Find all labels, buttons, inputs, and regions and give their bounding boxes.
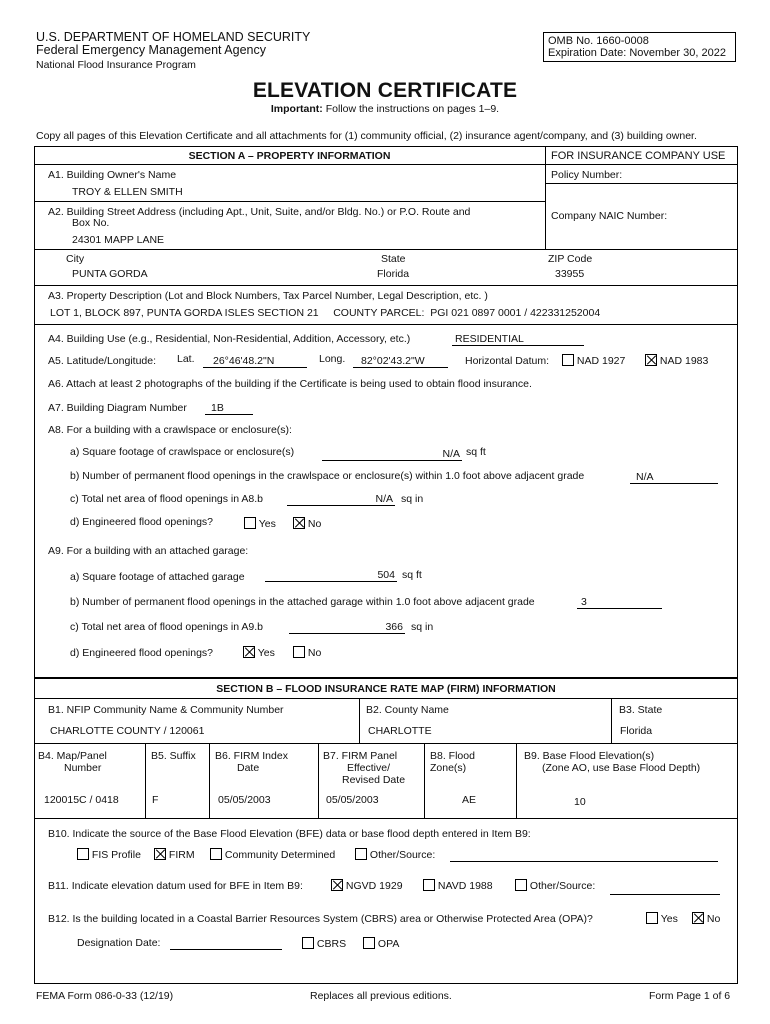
agency-name: Federal Emergency Management Agency (36, 43, 266, 57)
naic-label: Company NAIC Number: (551, 210, 668, 222)
a9c-value[interactable]: 366 (289, 621, 405, 634)
section-a-title: SECTION A – PROPERTY INFORMATION (188, 150, 391, 162)
a7-diagram-number[interactable]: 1B (205, 402, 253, 415)
a2-label: A2. Building Street Address (including Apt., Unit, Suite, and/or Bldg. No.) or P.O. Route and (48, 206, 471, 218)
a7-label: A7. Building Diagram Number (48, 402, 187, 414)
a8d-no-label: No (307, 518, 322, 530)
section-b-title: SECTION B – FLOOD INSURANCE RATE MAP (FIRM) INFORMATION (216, 683, 556, 695)
a8-label: A8. For a building with a crawlspace or enclosure(s): (48, 424, 292, 436)
designation-date-label: Designation Date: (77, 937, 161, 949)
a9d-yes-option[interactable] (243, 646, 275, 659)
b6-index-date-value[interactable]: 05/05/2003 (218, 794, 271, 806)
a8b-value[interactable]: N/A (630, 471, 718, 484)
a9d-yes-checkbox[interactable] (243, 646, 255, 658)
a2-street-address[interactable]: 24301 MAPP LANE (72, 234, 165, 246)
b7-label-line2: Effective/ (347, 762, 390, 774)
ngvd1929-label: NGVD 1929 (345, 880, 403, 892)
horizontal-datum-label: Horizontal Datum: (465, 355, 550, 367)
b8-flood-zone-value[interactable]: AE (462, 794, 477, 806)
b12-no-label: No (706, 913, 721, 925)
firm-checkbox[interactable] (154, 848, 166, 860)
nad1927-option[interactable] (562, 354, 625, 367)
insurance-use-label: FOR INSURANCE COMPANY USE (551, 150, 726, 162)
a2-label-cont: Box No. (72, 217, 110, 229)
community-determined-label: Community Determined (224, 849, 336, 861)
b7-label-line1: B7. FIRM Panel (323, 750, 398, 762)
a4-label: A4. Building Use (e.g., Residential, Non-Residential, Addition, Accessory, etc.) (48, 333, 411, 345)
navd1988-option[interactable] (423, 879, 493, 892)
a8d-yes-checkbox[interactable] (244, 517, 256, 529)
a9d-label: d) Engineered flood openings? (70, 647, 214, 659)
b4-label-line2: Number (64, 762, 102, 774)
a4-building-use[interactable]: RESIDENTIAL (452, 333, 584, 346)
b6-label-line1: B6. FIRM Index (215, 750, 288, 762)
b11-label: B11. Indicate elevation datum used for BFE in Item B9: (48, 880, 303, 892)
a9a-label: a) Square footage of attached garage (70, 571, 245, 583)
opa-checkbox[interactable] (363, 937, 375, 949)
b6-label (215, 750, 288, 774)
longitude-value[interactable]: 82°02'43.2"W (353, 355, 448, 368)
b11-other-field[interactable] (610, 894, 720, 895)
nad1927-label: NAD 1927 (576, 355, 626, 367)
b7-panel-date-value[interactable]: 05/05/2003 (326, 794, 379, 806)
cbrs-option[interactable] (302, 937, 346, 950)
b11-other-option[interactable] (515, 879, 595, 892)
b7-label-line3: Revised Date (342, 774, 406, 786)
a9a-unit: sq ft (402, 569, 422, 581)
b2-county-value[interactable]: CHARLOTTE (368, 725, 432, 737)
ngvd1929-option[interactable] (331, 879, 403, 892)
b4-label (38, 750, 107, 774)
expiration-date: Expiration Date: November 30, 2022 (548, 47, 726, 59)
navd1988-checkbox[interactable] (423, 879, 435, 891)
a9d-no-label: No (307, 647, 322, 659)
b11-other-checkbox[interactable] (515, 879, 527, 891)
b4-label-line1: B4. Map/Panel (38, 750, 107, 762)
nad1927-checkbox[interactable] (562, 354, 574, 366)
a9b-label: b) Number of permanent flood openings in the attached garage within 1.0 foot above adjacent grade (70, 596, 535, 608)
opa-option[interactable] (363, 937, 399, 950)
b10-other-label: Other/Source: (369, 849, 436, 861)
b10-other-option[interactable] (355, 848, 435, 861)
b8-label (430, 750, 475, 774)
a9d-no-checkbox[interactable] (293, 646, 305, 658)
b8-label-line1: B8. Flood (430, 750, 475, 762)
a3-property-description[interactable]: LOT 1, BLOCK 897, PUNTA GORDA ISLES SECTION 21 COUNTY PARCEL: PGI 021 0897 0001 / 422331252004 (50, 307, 601, 319)
b9-label (524, 750, 700, 774)
navd1988-label: NAVD 1988 (437, 880, 493, 892)
community-determined-checkbox[interactable] (210, 848, 222, 860)
a9c-unit: sq in (411, 621, 434, 633)
a8d-no-option[interactable] (293, 517, 321, 530)
nad1983-checkbox[interactable] (645, 354, 657, 366)
b12-yes-label: Yes (660, 913, 678, 925)
opa-label: OPA (377, 938, 400, 950)
b12-yes-checkbox[interactable] (646, 912, 658, 924)
b5-suffix-value[interactable]: F (152, 794, 159, 806)
fis-profile-label: FIS Profile (91, 849, 141, 861)
a9-label: A9. For a building with an attached garage: (48, 545, 249, 557)
a8d-label: d) Engineered flood openings? (70, 516, 214, 528)
page-title: ELEVATION CERTIFICATE (252, 79, 518, 102)
a8a-label: a) Square footage of crawlspace or enclosure(s) (70, 446, 295, 458)
b12-no-option[interactable] (692, 912, 720, 925)
nad1983-label: NAD 1983 (659, 355, 709, 367)
important-note (0, 103, 770, 115)
b7-label (323, 750, 405, 786)
long-label: Long. (319, 353, 346, 365)
zip-label: ZIP Code (548, 253, 593, 265)
b9-label-line2: (Zone AO, use Base Flood Depth) (542, 762, 701, 774)
b10-label: B10. Indicate the source of the Base Flood Elevation (BFE) data or base flood depth entered in Item B9: (48, 828, 531, 840)
omb-box (543, 32, 736, 62)
a6-label: A6. Attach at least 2 photographs of the building if the Certificate is being used to obtain flood insurance. (48, 378, 532, 390)
b12-label: B12. Is the building located in a Coastal Barrier Resources System (CBRS) area or Otherwise Protected Area (OPA)? (48, 913, 593, 925)
a1-label: A1. Building Owner's Name (48, 169, 177, 181)
state-label: State (381, 253, 406, 265)
omb-number: OMB No. 1660-0008 (548, 35, 649, 47)
a3-label: A3. Property Description (Lot and Block Numbers, Tax Parcel Number, Legal Description, etc. ) (48, 290, 488, 302)
footer-form-number: FEMA Form 086-0-33 (12/19) (36, 990, 174, 1002)
a8c-value[interactable]: N/A (287, 493, 395, 506)
a5-label: A5. Latitude/Longitude: (48, 355, 157, 367)
community-determined-option[interactable] (210, 848, 335, 861)
b12-no-checkbox[interactable] (692, 912, 704, 924)
copy-note: Copy all pages of this Elevation Certificate and all attachments for (1) community official, (2) insurance agent/company, and (3) building owner. (36, 130, 697, 142)
zip-value[interactable]: 33955 (555, 268, 585, 280)
b5-label: B5. Suffix (151, 750, 196, 762)
b3-label: B3. State (619, 704, 663, 716)
b12-yes-option[interactable] (646, 912, 678, 925)
a8c-label: c) Total net area of flood openings in A8.b (70, 493, 264, 505)
footer-replaces: Replaces all previous editions. (310, 990, 452, 1002)
b3-state-value[interactable]: Florida (620, 725, 653, 737)
a9d-no-option[interactable] (293, 646, 321, 659)
fis-profile-option[interactable] (77, 848, 141, 861)
b10-other-checkbox[interactable] (355, 848, 367, 860)
firm-option[interactable] (154, 848, 195, 861)
nad1983-option[interactable] (645, 354, 708, 367)
policy-number-label: Policy Number: (551, 169, 623, 181)
a9b-value[interactable]: 3 (577, 596, 662, 609)
a8d-yes-option[interactable] (244, 517, 276, 530)
b1-label: B1. NFIP Community Name & Community Number (48, 704, 284, 716)
b10-other-field[interactable] (450, 861, 718, 862)
ngvd1929-checkbox[interactable] (331, 879, 343, 891)
important-text: Follow the instructions on pages 1–9. (322, 103, 500, 115)
latitude-value[interactable]: 26°46'48.2"N (203, 355, 307, 368)
a8d-no-checkbox[interactable] (293, 517, 305, 529)
b4-map-panel-value[interactable]: 120015C / 0418 (44, 794, 119, 806)
lat-label: Lat. (177, 353, 195, 365)
a8a-unit: sq ft (466, 446, 486, 458)
a8c-unit: sq in (401, 493, 424, 505)
program-name: National Flood Insurance Program (36, 59, 196, 71)
a9d-yes-label: Yes (257, 647, 275, 659)
cbrs-label: CBRS (316, 938, 347, 950)
cbrs-checkbox[interactable] (302, 937, 314, 949)
important-label: Important: (270, 103, 323, 115)
b2-label: B2. County Name (366, 704, 449, 716)
footer-page-number: Form Page 1 of 6 (649, 990, 731, 1002)
city-label: City (66, 253, 85, 265)
a1-owner-name[interactable]: TROY & ELLEN SMITH (72, 186, 183, 198)
designation-date-field[interactable] (170, 949, 282, 950)
b11-other-label: Other/Source: (529, 880, 596, 892)
b9-label-line1: B9. Base Flood Elevation(s) (524, 750, 655, 762)
city-value[interactable]: PUNTA GORDA (72, 268, 148, 280)
a8a-value[interactable]: N/A (322, 448, 462, 461)
b9-bfe-value[interactable]: 10 (574, 796, 586, 808)
a9c-label: c) Total net area of flood openings in A9.b (70, 621, 264, 633)
a8d-yes-label: Yes (258, 518, 276, 530)
a9a-value[interactable]: 504 (265, 569, 397, 582)
fis-profile-checkbox[interactable] (77, 848, 89, 860)
b6-label-line2: Date (237, 762, 260, 774)
state-value[interactable]: Florida (377, 268, 410, 280)
b1-community-value[interactable]: CHARLOTTE COUNTY / 120061 (50, 725, 205, 737)
firm-label: FIRM (168, 849, 195, 861)
a8b-label: b) Number of permanent flood openings in the crawlspace or enclosure(s) within 1.0 foot above adjacent grade (70, 470, 585, 482)
b8-label-line2: Zone(s) (430, 762, 467, 774)
department-name: U.S. DEPARTMENT OF HOMELAND SECURITY (36, 30, 311, 44)
